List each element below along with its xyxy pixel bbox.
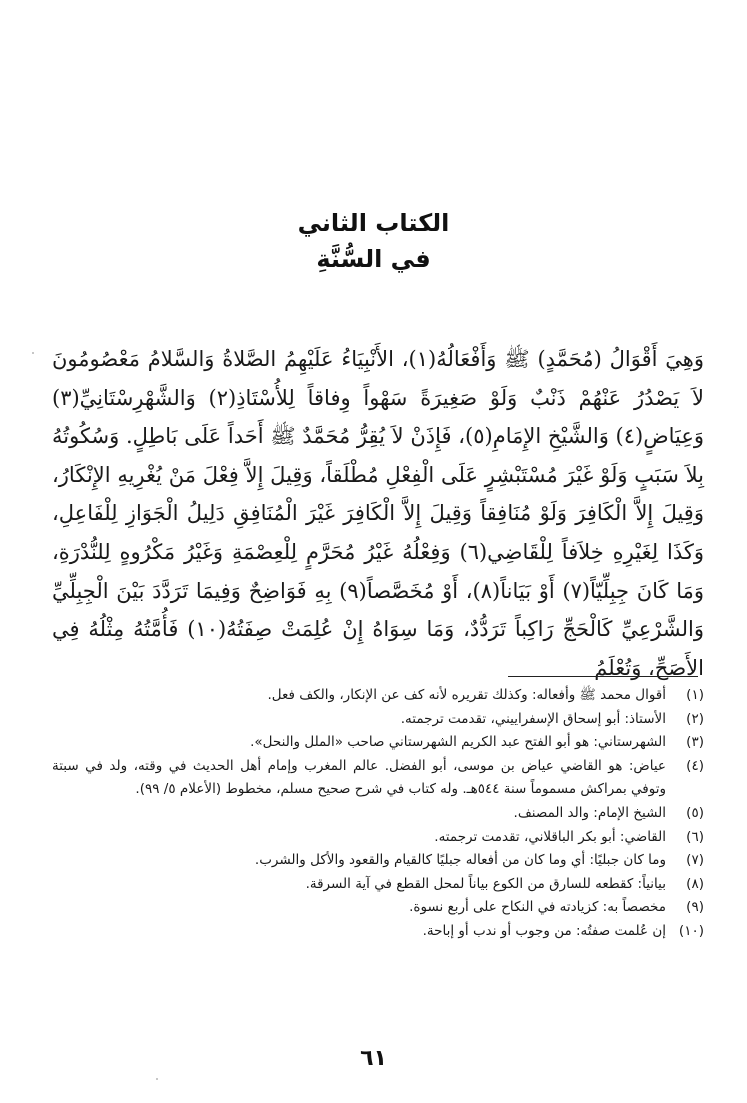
scan-speck [32,352,34,354]
chapter-heading [0,205,747,277]
footnote-text: القاضي: أبو بكر الباقلاني، تقدمت ترجمته. [434,828,666,845]
footnote-number: (١) [686,687,704,703]
footnote-text: مخصصاً به: كزيادته في النكاح على أربع نسوة. [409,899,666,916]
footnote-6 [52,826,704,850]
footnote-text: الشيخ الإمام: والد المصنف. [513,804,666,821]
footnote-3 [52,731,704,755]
footnote-number: (٨) [686,875,704,892]
page-number: ٦١ [360,1046,387,1071]
footnote-number: (٥) [686,804,704,821]
footnote-9 [52,896,704,920]
footnote-number: (٦) [686,828,704,845]
scan-speck [156,1078,158,1080]
footnote-4 [52,755,704,802]
footnote-separator [508,676,698,677]
footnote-number: (٣) [686,734,704,751]
footnote-number: (٤) [686,757,704,774]
footnote-text: عياض: هو القاضي عياض بن موسى، أبو الفضل. عالم المغرب وإمام أهل الحديث في وقته، ولد في سبتة وتوفي بمراكش مسموماً سنة ٥٤٤هـ. وله كتاب في شرح صحيح مسلم، مخطوط (الأعلام ٥/ ٩٩). [52,757,666,798]
footnote-5 [52,802,704,826]
footnote-text: الأستاذ: أبو إسحاق الإسفراييني، تقدمت ترجمته. [400,710,666,727]
footnote-number: (٧) [686,852,704,869]
footnote-text: بيانياً: كقطعه للسارق من الكوع بياناً لمحل القطع في آية السرقة. [305,875,666,892]
footnote-number: (١٠) [678,922,704,939]
footnote-number: (٩) [686,899,704,916]
footnote-7 [52,849,704,873]
chapter-title-line-1: الكتاب الثاني [297,209,450,237]
footnote-number: (٢) [686,710,704,727]
main-text [52,340,704,687]
footnote-text: وما كان جبليًا: أي وما كان من أفعاله جبليًا كالقيام والقعود والأكل والشرب. [254,852,666,869]
footnote-8 [52,873,704,897]
main-paragraph: وَهِيَ أَقْوَالُ (مُحَمَّدٍ) ﷺ وَأَفْعَالُهُ(١)، الأَنْبِيَاءُ عَلَيْهِمُ الصَّلاةُ وَالسَّلامُ مَعْصُومُونَ لاَ يَصْدُرُ عَنْهُمْ ذَنْبٌ وَلَوْ صَغِيرَةً سَهْواً وِفاقاً لِلأُسْتَاذِ(٢) وَالشَّهْرِسْتَانِيِّ(٣) وَعِيَاضٍ(٤) وَالشَّيْخِ الإِمَامِ(٥)، فَإِذَنْ لاَ يُقِرُّ مُحَمَّدٌ ﷺ أَحَداً عَلَى بَاطِلٍ. وَسُكُوتُهُ بِلاَ سَبَبٍ وَلَوْ غَيْرَ مُسْتَبْشِرٍ عَلَى الْفِعْلِ مُطْلَقاً، وَقِيلَ إِلاَّ فِعْلَ مَنْ يُغْرِيهِ الإِنْكَارُ، وَقِيلَ إِلاَّ الْكَافِرَ وَلَوْ مُنَافِقاً وَقِيلَ إِلاَّ الْكَافِرَ غَيْرَ الْمُنَافِقِ دَلِيلُ الْجَوَازِ لِلْفَاعِلِ، وَكَذَا لِغَيْرِهِ خِلاَفاً لِلْقَاضِي(٦) وَفِعْلُهُ غَيْرُ مُحَرَّمٍ لِلْعِصْمَةِ وَغَيْرُ مَكْرُوهٍ لِلنُّدْرَةِ، وَمَا كَانَ جِبِلِّيّاً(٧) أَوْ بَيَاناً(٨)، أَوْ مُخَصَّصاً(٩) بِهِ فَوَاضِحٌ وَفِيمَا تَرَدَّدَ بَيْنَ الْجِبِلِّيِّ وَالشَّرْعِيِّ كَالْحَجِّ رَاكِباً تَرَدُّدٌ، وَمَا سِوَاهُ إِنْ عُلِمَتْ صِفَتُهُ(١٠) فَأُمَّتُهُ مِثْلُهُ فِي الأَصَحِّ، وَتُعْلَمُ [52,347,705,680]
chapter-title-line-2: في السُّنَّةِ [316,245,431,273]
footnote-1 [52,684,704,708]
footnotes [52,684,704,944]
footnote-text: أقوال محمد ﷺ وأفعاله: وكذلك تقريره لأنه كف عن الإنكار، والكف فعل. [267,687,666,703]
footnote-2 [52,708,704,732]
footnote-text: الشهرستاني: هو أبو الفتح عبد الكريم الشهرستاني صاحب «الملل والنحل». [250,734,666,751]
footnote-10 [52,920,704,944]
footnote-text: إن عُلمت صفتُه: من وجوب أو ندب أو إباحة. [422,922,666,939]
